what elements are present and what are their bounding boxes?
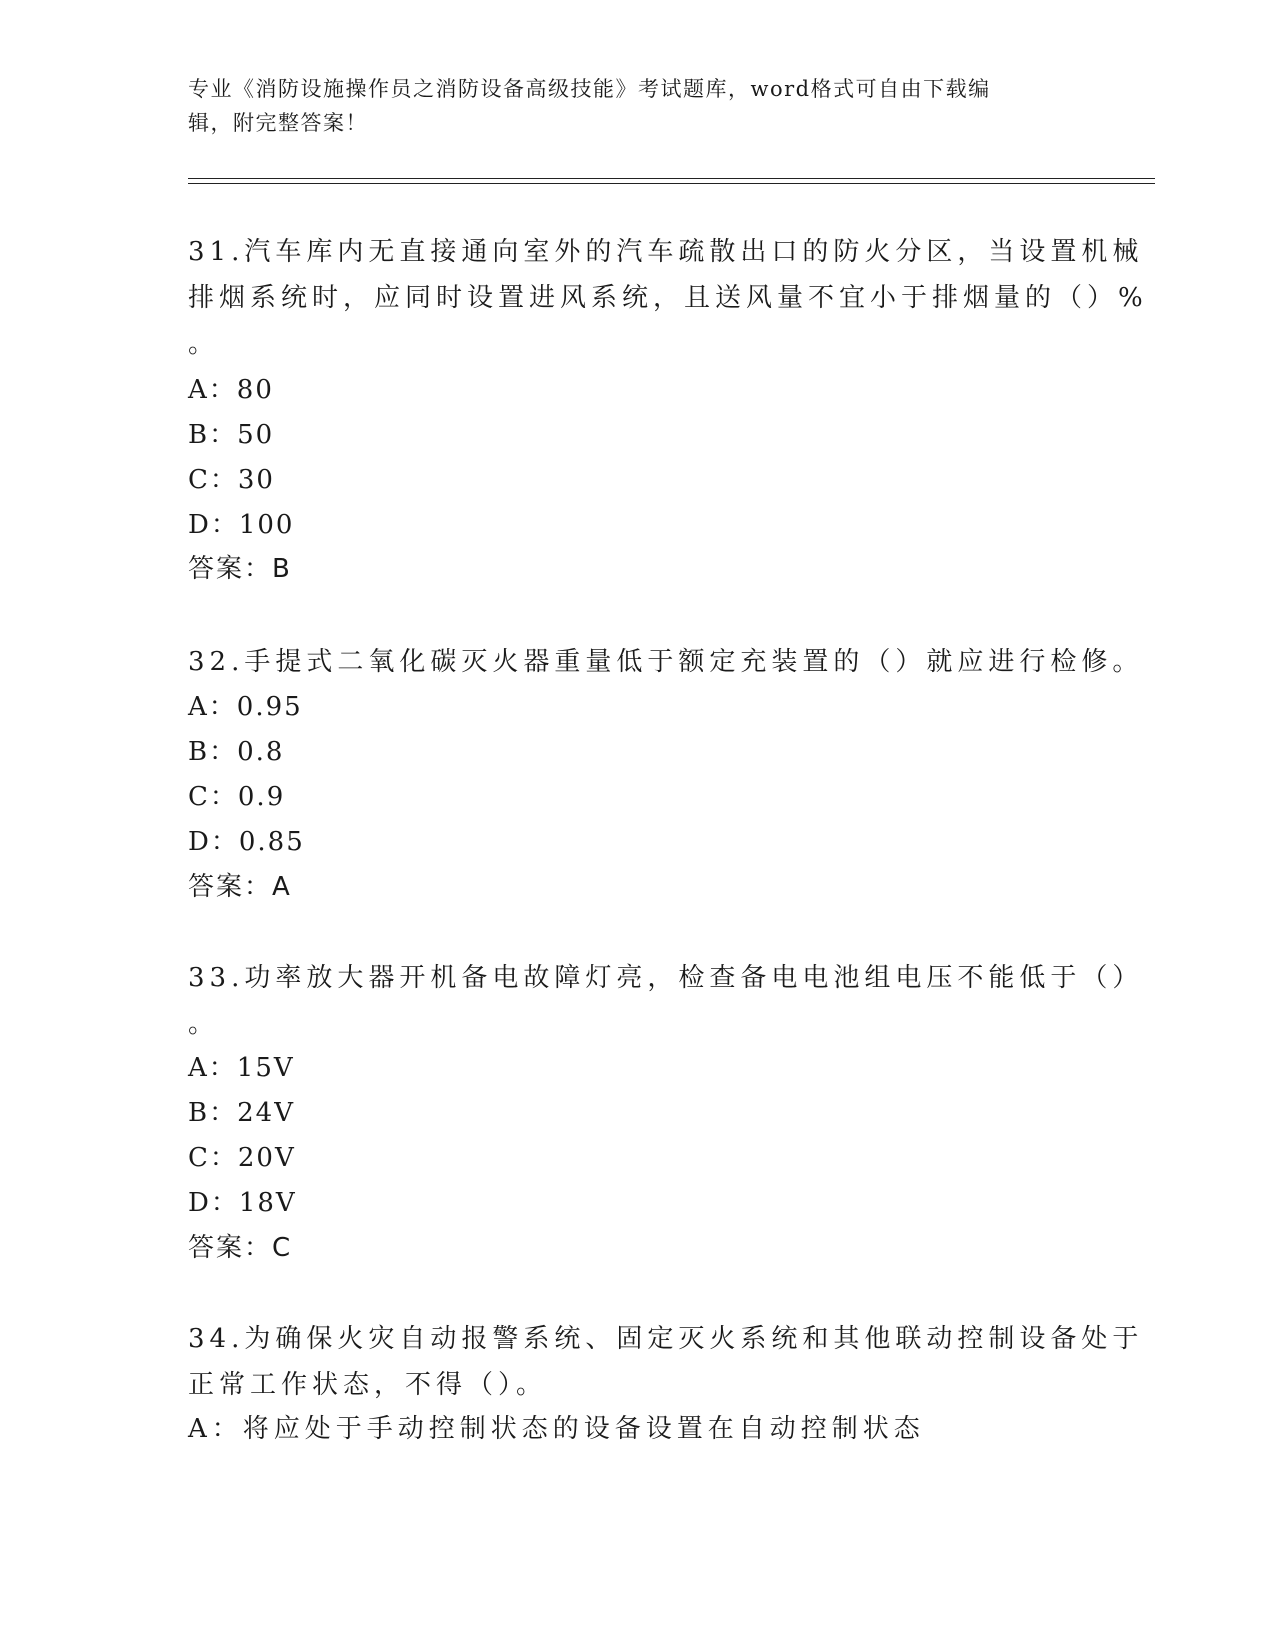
question-34-option-a: A：将应处于手动控制状态的设备设置在自动控制状态 — [188, 1414, 925, 1444]
question-33-option-b: B：24V — [188, 1098, 295, 1128]
question-31-option-a: A：80 — [188, 375, 274, 405]
question-32-option-a: A：0.95 — [188, 692, 303, 722]
header-line-2: 辑，附完整答案！ — [188, 111, 368, 135]
question-34-line-1: 34.为确保火灾自动报警系统、固定灭火系统和其他联动控制设备处于 — [188, 1324, 1144, 1354]
question-32-answer: 答案：A — [188, 872, 292, 902]
question-31-line-3: 。 — [188, 329, 220, 359]
question-32-option-b: B：0.8 — [188, 737, 285, 767]
question-33-line-1: 33.功率放大器开机备电故障灯亮，检查备电电池组电压不能低于（） — [188, 963, 1144, 993]
question-31-option-d: D：100 — [188, 510, 295, 540]
question-33-option-d: D：18V — [188, 1188, 297, 1218]
question-33-option-a: A：15V — [188, 1053, 295, 1083]
question-32-option-c: C：0.9 — [188, 782, 286, 812]
question-31-line-2: 排烟系统时，应同时设置进风系统，且送风量不宜小于排烟量的（）% — [188, 283, 1148, 313]
question-31-answer: 答案：B — [188, 554, 292, 584]
question-33-line-2: 。 — [188, 1009, 220, 1039]
question-31-line-1: 31.汽车库内无直接通向室外的汽车疏散出口的防火分区，当设置机械 — [188, 237, 1144, 267]
header-divider-top — [188, 178, 1155, 179]
header-line-1: 专业《消防设施操作员之消防设备高级技能》考试题库，word格式可自由下载编 — [188, 77, 991, 101]
question-31-option-b: B：50 — [188, 420, 275, 450]
document-header — [188, 72, 1068, 140]
question-33-answer: 答案：C — [188, 1233, 293, 1263]
question-32-line-1: 32.手提式二氧化碳灭火器重量低于额定充装置的（）就应进行检修。 — [188, 647, 1144, 677]
question-31-option-c: C：30 — [188, 465, 275, 495]
question-34-line-2: 正常工作状态，不得（）。 — [188, 1370, 548, 1400]
question-33-option-c: C：20V — [188, 1143, 296, 1173]
question-32-option-d: D：0.85 — [188, 827, 305, 857]
header-divider-bottom — [188, 183, 1155, 184]
